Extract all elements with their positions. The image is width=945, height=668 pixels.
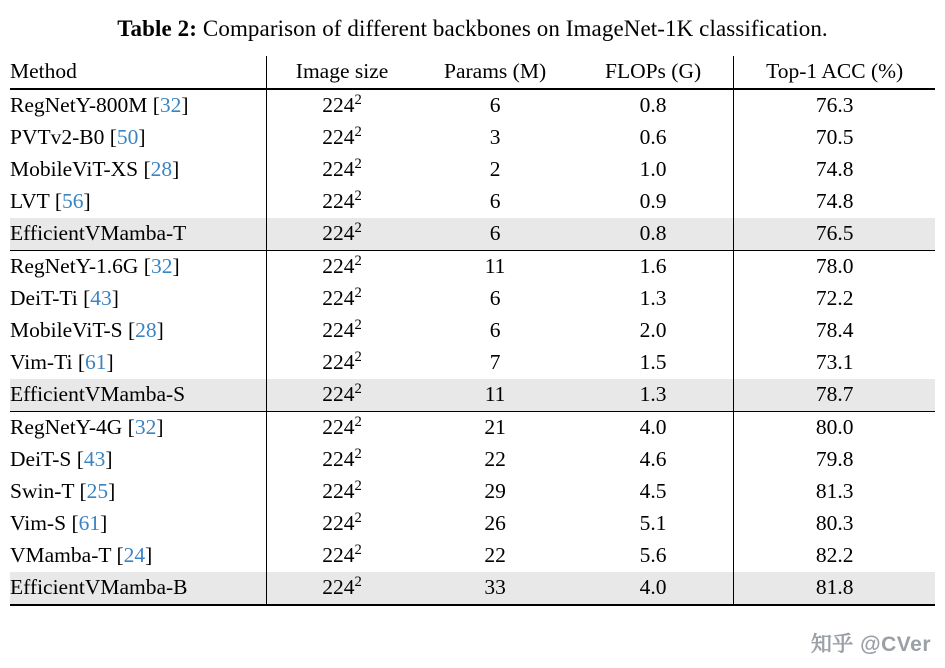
table-header-row — [10, 56, 935, 89]
cell-flops: 4.0 — [573, 412, 734, 445]
cell-params: 11 — [417, 251, 573, 284]
column-header-image-size: Image size — [295, 59, 389, 83]
citation-link[interactable]: 50 — [116, 125, 139, 149]
method-name: VMamba-T — [10, 543, 112, 567]
cell-params: 29 — [484, 479, 506, 503]
cell-params: 2 — [489, 157, 501, 181]
table-row — [10, 412, 935, 445]
cell-image-size: $224^2$ — [266, 572, 417, 605]
citation-link[interactable]: 61 — [78, 511, 101, 535]
image-size-exponent: 2 — [354, 187, 362, 204]
image-size-exponent: 2 — [354, 380, 362, 397]
cell-params: 33 — [417, 572, 573, 605]
method-name: MobileViT-S — [10, 318, 123, 342]
cell-method: Vim-S [61] — [10, 508, 266, 540]
image-size-exponent: 2 — [354, 477, 362, 494]
cell-image-size: $224^2$ — [322, 348, 362, 374]
image-size-exponent: 2 — [354, 155, 362, 172]
cell-acc: 76.3 — [734, 89, 935, 122]
table-row — [10, 186, 935, 218]
cell-image-size: $224^2$ — [322, 509, 362, 535]
table-bottom-rule — [10, 605, 935, 606]
cell-image-size: $224^2$ — [266, 379, 417, 412]
image-size-exponent: 2 — [354, 219, 362, 236]
table-row — [10, 251, 935, 284]
cell-params: 6 — [489, 286, 501, 310]
table-row — [10, 89, 935, 122]
image-size-exponent: 2 — [354, 91, 362, 108]
column-header-flops: FLOPs (G) — [573, 56, 734, 89]
citation-link[interactable]: 43 — [83, 447, 106, 471]
table-row — [10, 315, 935, 347]
cell-acc: 81.8 — [734, 572, 935, 605]
cell-params: 22 — [484, 447, 506, 471]
image-size-exponent: 2 — [354, 316, 362, 333]
table-row — [10, 540, 935, 572]
table-row — [10, 218, 935, 251]
cell-acc: 78.4 — [815, 318, 854, 342]
cell-flops: 1.5 — [573, 347, 734, 379]
rule-cell — [573, 605, 734, 606]
rule-cell — [10, 605, 266, 606]
table-row — [10, 347, 935, 379]
cell-params: 26 — [484, 511, 506, 535]
method-name: LVT — [10, 189, 50, 213]
cell-acc: 72.2 — [815, 286, 854, 310]
method-name: Vim-Ti — [10, 350, 73, 374]
image-size-exponent: 2 — [354, 573, 362, 590]
cell-method — [10, 218, 266, 251]
table-row — [10, 508, 935, 540]
caption-label: Table 2: — [117, 16, 198, 41]
rule-cell — [417, 605, 573, 606]
cell-image-size: $224^2$ — [266, 89, 417, 122]
cell-flops: 0.8 — [573, 89, 734, 122]
cell-image-size: $224^2$ — [322, 316, 362, 342]
cell-params: 6 — [489, 318, 501, 342]
cell-flops: 4.5 — [573, 476, 734, 508]
cell-image-size: $224^2$ — [322, 477, 362, 503]
column-header-acc: Top-1 ACC (%) — [766, 59, 904, 83]
table-head — [10, 56, 935, 89]
image-size-exponent: 2 — [354, 413, 362, 430]
method-name: Swin-T — [10, 479, 75, 503]
citation-link[interactable]: 24 — [123, 543, 146, 567]
table-row — [10, 444, 935, 476]
method-name: EfficientVMamba-S — [10, 382, 186, 406]
cell-params: 6 — [417, 218, 573, 251]
cell-params: 6 — [417, 89, 573, 122]
cell-image-size: $224^2$ — [322, 541, 362, 567]
citation-link[interactable]: 43 — [90, 286, 112, 310]
table-row — [10, 476, 935, 508]
cell-method: RegNetY-800M [32] — [10, 89, 266, 122]
cell-method — [10, 379, 266, 412]
cell-params: 21 — [417, 412, 573, 445]
cell-acc: 79.8 — [815, 447, 854, 471]
cell-method: RegNetY-4G [32] — [10, 412, 266, 445]
cell-method: Swin-T [25] — [10, 476, 266, 508]
cell-acc: 76.5 — [734, 218, 935, 251]
rule-cell — [266, 605, 417, 606]
watermark-text: 知乎 @CVer — [810, 633, 931, 656]
cell-params: 6 — [489, 189, 501, 213]
cell-method: Vim-Ti [61] — [10, 347, 266, 379]
cell-params: 7 — [489, 350, 501, 374]
citation-link[interactable]: 28 — [135, 318, 157, 342]
cell-method: DeiT-Ti [43] — [10, 283, 266, 315]
cell-flops: 1.6 — [573, 251, 734, 284]
table-row — [10, 283, 935, 315]
table-row — [10, 154, 935, 186]
cell-image-size: $224^2$ — [266, 251, 417, 284]
citation-link[interactable]: 32 — [134, 415, 157, 439]
cell-params: 3 — [489, 125, 501, 149]
image-size-exponent: 2 — [354, 445, 362, 462]
table-row — [10, 572, 935, 605]
image-size-exponent: 2 — [354, 284, 362, 301]
cell-acc: 80.0 — [734, 412, 935, 445]
cell-acc: 74.8 — [815, 157, 854, 181]
table-body — [10, 89, 935, 606]
cell-image-size: $224^2$ — [322, 123, 362, 149]
cell-method: LVT [56] — [10, 186, 266, 218]
image-size-exponent: 2 — [354, 123, 362, 140]
cell-acc: 78.7 — [734, 379, 935, 412]
cell-flops: 0.8 — [573, 218, 734, 251]
table-container — [10, 56, 935, 606]
method-name: PVTv2-B0 — [10, 125, 105, 149]
citation-link[interactable]: 28 — [150, 157, 173, 181]
comparison-table — [10, 56, 935, 606]
table-row — [10, 122, 935, 154]
cell-flops: 4.6 — [573, 444, 734, 476]
image-size-exponent: 2 — [354, 509, 362, 526]
cell-image-size: $224^2$ — [266, 412, 417, 445]
cell-flops: 1.0 — [573, 154, 734, 186]
citation-link[interactable]: 32 — [150, 254, 173, 278]
watermark — [811, 628, 931, 658]
cell-method: VMamba-T [24] — [10, 540, 266, 572]
caption-text: Comparison of different backbones on ImageNet-1K classification. — [202, 16, 828, 41]
method-name: DeiT-Ti — [10, 286, 78, 310]
cell-image-size: $224^2$ — [266, 218, 417, 251]
cell-acc: 70.5 — [815, 125, 854, 149]
cell-acc: 80.3 — [815, 511, 854, 535]
citation-link[interactable]: 25 — [86, 479, 109, 503]
method-name: DeiT-S — [10, 447, 72, 471]
cell-params: 11 — [417, 379, 573, 412]
cell-flops: 5.1 — [573, 508, 734, 540]
cell-method: PVTv2-B0 [50] — [10, 122, 266, 154]
cell-flops: 1.3 — [573, 379, 734, 412]
cell-params: 22 — [484, 543, 506, 567]
cell-acc: 82.2 — [815, 543, 854, 567]
citation-link[interactable]: 32 — [159, 93, 182, 117]
method-name: EfficientVMamba-T — [10, 221, 187, 245]
image-size-exponent: 2 — [354, 348, 362, 365]
cell-flops: 0.6 — [573, 122, 734, 154]
cell-method — [10, 572, 266, 605]
method-name: MobileViT-XS — [10, 157, 139, 181]
table-caption — [0, 16, 945, 42]
method-name: RegNetY-800M — [10, 93, 148, 117]
method-name: RegNetY-1.6G — [10, 254, 139, 278]
column-header-method: Method — [10, 56, 266, 89]
method-name: EfficientVMamba-B — [10, 575, 188, 599]
image-size-exponent: 2 — [354, 541, 362, 558]
citation-link[interactable]: 61 — [85, 350, 107, 374]
cell-acc: 74.8 — [815, 189, 854, 213]
image-size-exponent: 2 — [354, 252, 362, 269]
table-row — [10, 379, 935, 412]
cell-image-size: $224^2$ — [322, 155, 362, 181]
cell-image-size: $224^2$ — [322, 445, 362, 471]
cell-image-size: $224^2$ — [322, 187, 362, 213]
cell-flops: 2.0 — [573, 315, 734, 347]
citation-link[interactable]: 56 — [61, 189, 84, 213]
cell-method: RegNetY-1.6G [32] — [10, 251, 266, 284]
cell-flops: 0.9 — [573, 186, 734, 218]
cell-method: MobileViT-S [28] — [10, 315, 266, 347]
cell-acc: 78.0 — [734, 251, 935, 284]
method-name: Vim-S — [10, 511, 67, 535]
cell-flops: 1.3 — [573, 283, 734, 315]
column-header-params: Params (M) — [444, 59, 547, 83]
cell-image-size: $224^2$ — [322, 284, 362, 310]
rule-cell — [734, 605, 935, 606]
cell-flops: 4.0 — [573, 572, 734, 605]
cell-method: MobileViT-XS [28] — [10, 154, 266, 186]
method-name: RegNetY-4G — [10, 415, 123, 439]
cell-flops: 5.6 — [573, 540, 734, 572]
cell-acc: 81.3 — [815, 479, 854, 503]
cell-acc: 73.1 — [815, 350, 854, 374]
cell-method: DeiT-S [43] — [10, 444, 266, 476]
